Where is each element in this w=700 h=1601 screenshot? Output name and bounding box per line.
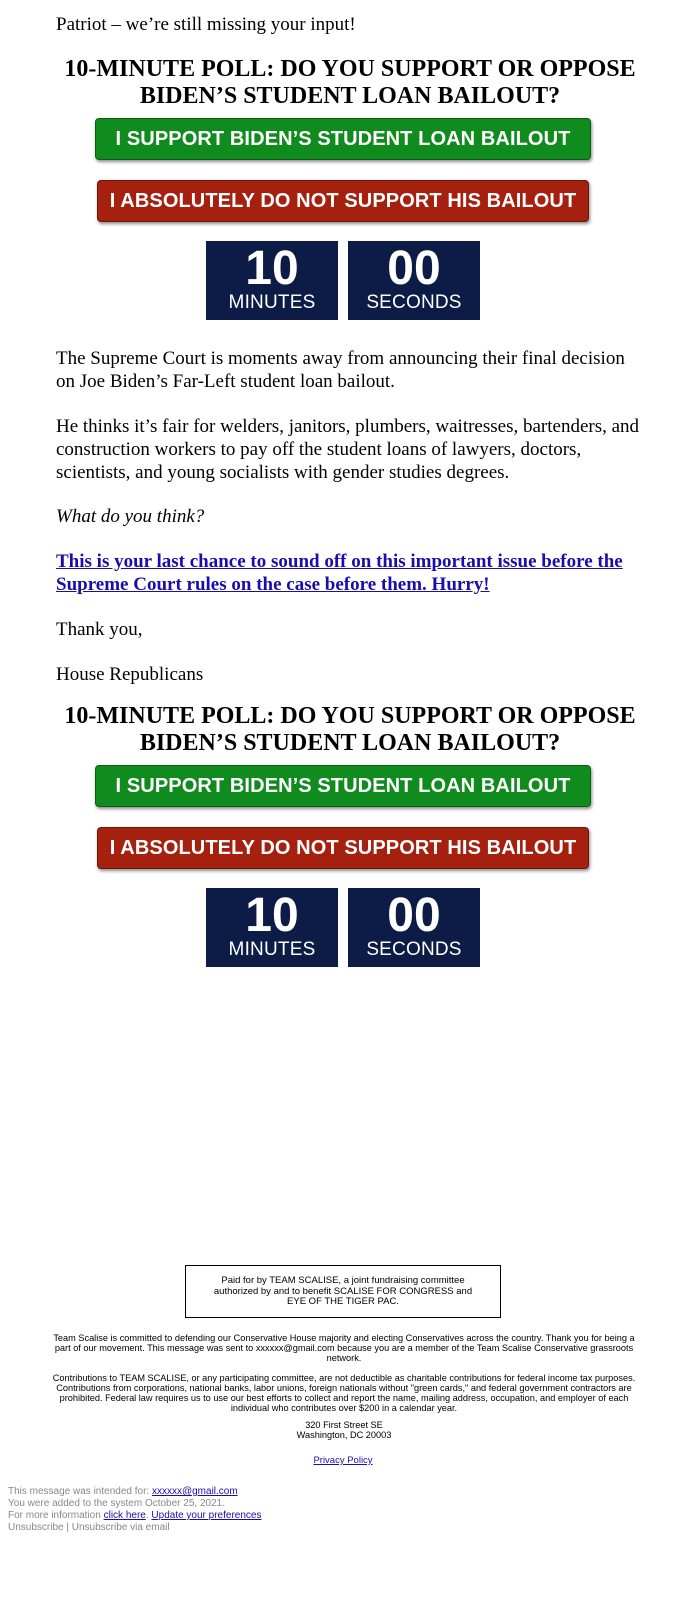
oppose-button[interactable]: I ABSOLUTELY DO NOT SUPPORT HIS BAILOUT — [97, 827, 589, 869]
privacy-row — [0, 1455, 686, 1466]
poll-title — [30, 56, 670, 110]
support-button[interactable]: I SUPPORT BIDEN’S STUDENT LOAN BAILOUT — [95, 765, 591, 807]
body-signature: House Republicans — [56, 664, 204, 685]
unsubscribe-email-link[interactable]: Unsubscribe via email — [71, 1522, 170, 1533]
meta-more-info — [8, 1510, 261, 1522]
poll-title — [30, 703, 670, 757]
timer-seconds — [348, 241, 480, 320]
committed-statement: Team Scalise is committed to defending our Conservative House majority and electing Conservatives across the country. Thank you for being a part of our movement. This message was sent to xxxxxx@gmail.com because you are a member of the Team Scalise Conservative grassroots network. — [53, 1333, 635, 1363]
contributions-notice: Contributions to TEAM SCALISE, or any participating committee, are not deductible as charitable contributions for federal income tax purposes. Contributions from corporations, national banks, labor unions, foreign nationals without "green cards," and federal government contractors are prohibited. Federal law requires us to use our best efforts to collect and report the name, mailing address, occupation, and employer of each individual who contributes over $200 in a calendar year. — [52, 1373, 636, 1413]
timer-minutes-label: MINUTES — [228, 292, 316, 313]
timer-seconds — [348, 888, 480, 967]
privacy-policy-link[interactable]: Privacy Policy — [313, 1455, 373, 1466]
meta-intended-label: This message was intended for: — [8, 1486, 152, 1497]
timer-minutes — [206, 241, 338, 320]
click-here-link[interactable]: click here — [103, 1510, 146, 1521]
timer-seconds-label: SECONDS — [366, 292, 462, 313]
meta-unsubscribe — [8, 1522, 170, 1534]
poll-title-line2: BIDEN’S STUDENT LOAN BAILOUT? — [139, 83, 561, 109]
oppose-button[interactable]: I ABSOLUTELY DO NOT SUPPORT HIS BAILOUT — [97, 180, 589, 222]
poll-title-line1: 10-MINUTE POLL: DO YOU SUPPORT OR OPPOSE — [64, 56, 636, 82]
meta-added: You were added to the system October 25, 2021. — [8, 1498, 225, 1509]
timer-seconds-label: SECONDS — [366, 939, 462, 960]
meta-separator: . — [145, 1510, 152, 1521]
intro-text: Patriot – we’re still missing your input! — [56, 14, 356, 35]
body-thanks: Thank you, — [56, 619, 143, 640]
timer-seconds-value: 00 — [387, 242, 441, 295]
address-line1: 320 First Street SE — [305, 1420, 383, 1430]
timer-minutes-value: 10 — [245, 889, 299, 942]
meta-more-label: For more information — [8, 1510, 104, 1521]
meta-pipe: | — [63, 1522, 72, 1533]
meta-intended — [8, 1486, 238, 1498]
support-button[interactable]: I SUPPORT BIDEN’S STUDENT LOAN BAILOUT — [95, 118, 591, 160]
timer-seconds-value: 00 — [387, 889, 441, 942]
body-cta — [56, 550, 626, 596]
body-paragraph-2: He thinks it’s fair for welders, janitors, plumbers, waitresses, bartenders, and construction workers to pay off the student loans of lawyers, doctors, scientists, and young socialists with gender studies degrees. — [56, 416, 640, 483]
paid-for-disclaimer: Paid for by TEAM SCALISE, a joint fundraising committee authorized by and to benefit SCALISE FOR CONGRESS and EYE OF THE TIGER PAC. — [185, 1265, 501, 1318]
poll-title-line2: BIDEN’S STUDENT LOAN BAILOUT? — [139, 730, 561, 756]
meta-email-link[interactable]: xxxxxx@gmail.com — [151, 1486, 238, 1497]
timer-minutes — [206, 888, 338, 967]
mailing-address — [46, 1420, 642, 1440]
cta-link[interactable]: This is your last chance to sound off on this important issue before the Supreme Court rules on the case before them. Hurry! — [56, 551, 623, 595]
body-question: What do you think? — [56, 506, 205, 527]
update-preferences-link[interactable]: Update your preferences — [151, 1510, 262, 1521]
unsubscribe-link[interactable]: Unsubscribe — [8, 1522, 64, 1533]
timer-minutes-value: 10 — [245, 242, 299, 295]
body-paragraph-1: The Supreme Court is moments away from announcing their final decision on Joe Biden’s Far-Left student loan bailout. — [56, 348, 625, 392]
poll-title-line1: 10-MINUTE POLL: DO YOU SUPPORT OR OPPOSE — [64, 703, 636, 729]
address-line2: Washington, DC 20003 — [296, 1430, 392, 1440]
timer-minutes-label: MINUTES — [228, 939, 316, 960]
